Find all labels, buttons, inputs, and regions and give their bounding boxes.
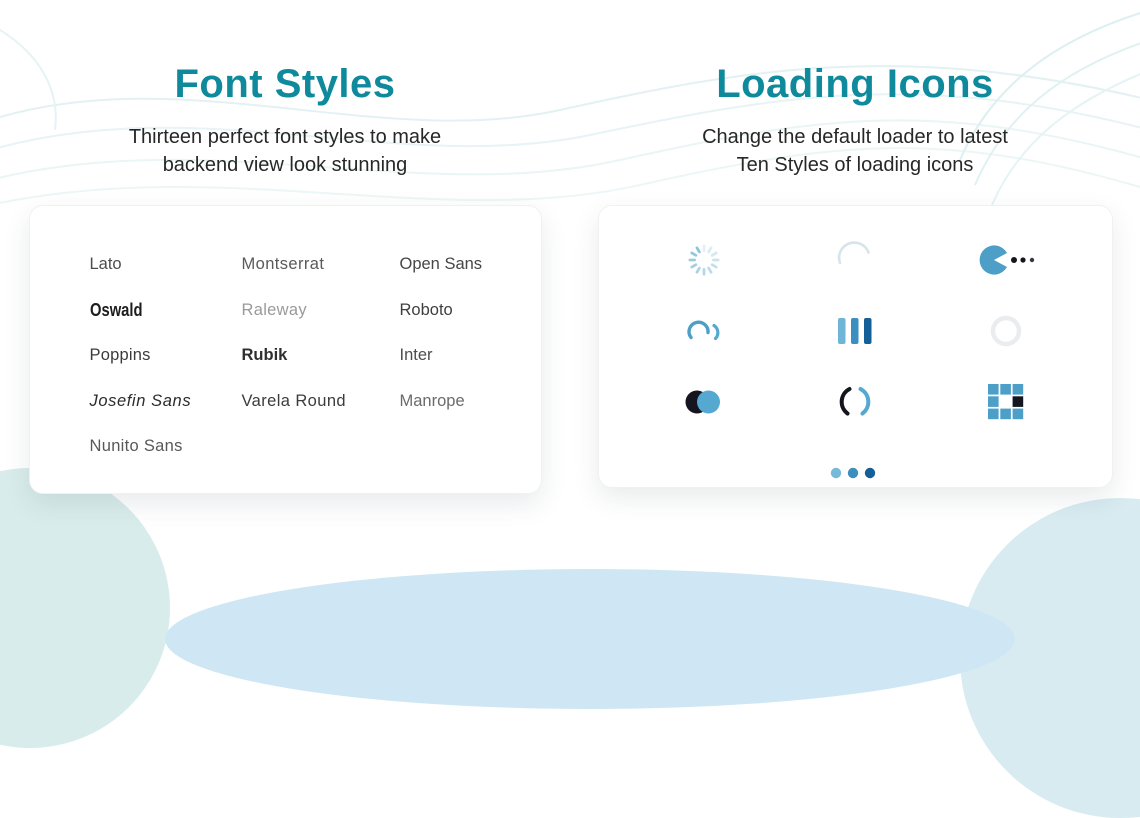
loader-dots-icon [829,447,881,499]
loader-bracket-arcs-icon [833,382,877,422]
loading-icons-subtitle-line2: Ten Styles of loading icons [736,153,974,176]
font-sample-rubik: Rubik [241,346,288,365]
loader-ring-icon [986,311,1026,351]
font-sample-josefin-sans: Josefin Sans [89,391,192,410]
loader-dash-spinner-icon [686,242,722,278]
loading-icons-section [570,0,1140,494]
font-sample-montserrat: Montserrat [241,255,325,274]
font-sample-open-sans: Open Sans [399,255,483,274]
loader-dual-balls-icon [682,382,726,422]
loader-grid-squares-icon [985,381,1027,423]
loading-icons-card [598,205,1113,488]
decor-blob-bottom [165,569,1015,709]
loader-bars-icon [835,311,875,351]
font-grid [90,242,541,470]
font-styles-section [0,0,570,494]
font-styles-subtitle-line1: Thirteen perfect font styles to make [128,126,442,148]
loader-dual-arcs-icon [681,311,727,351]
loading-icons-subtitle-line1: Change the default loader to latest [702,126,1008,148]
loader-pacman-icon [974,240,1038,280]
font-sample-roboto: Roboto [399,300,453,319]
font-sample-poppins: Poppins [89,346,151,365]
decor-blob-left [0,468,170,748]
loading-icons-title: Loading Icons [716,62,994,106]
font-styles-subtitle [129,124,441,179]
font-sample-varela-round: Varela Round [241,391,346,410]
font-styles-title: Font Styles [174,62,396,106]
loader-thin-arc-icon [835,240,875,280]
loading-icons-subtitle [702,124,1008,179]
font-sample-nunito-sans: Nunito Sans [89,437,183,456]
font-sample-inter: Inter [399,346,433,365]
font-sample-raleway: Raleway [241,300,307,319]
font-sample-oswald: Oswald [89,299,143,320]
font-sample-manrope: Manrope [399,391,465,410]
font-styles-subtitle-line2: backend view look stunning [162,153,408,176]
loader-grid [629,224,1082,508]
font-styles-card [29,205,542,494]
font-sample-lato: Lato [89,255,122,274]
